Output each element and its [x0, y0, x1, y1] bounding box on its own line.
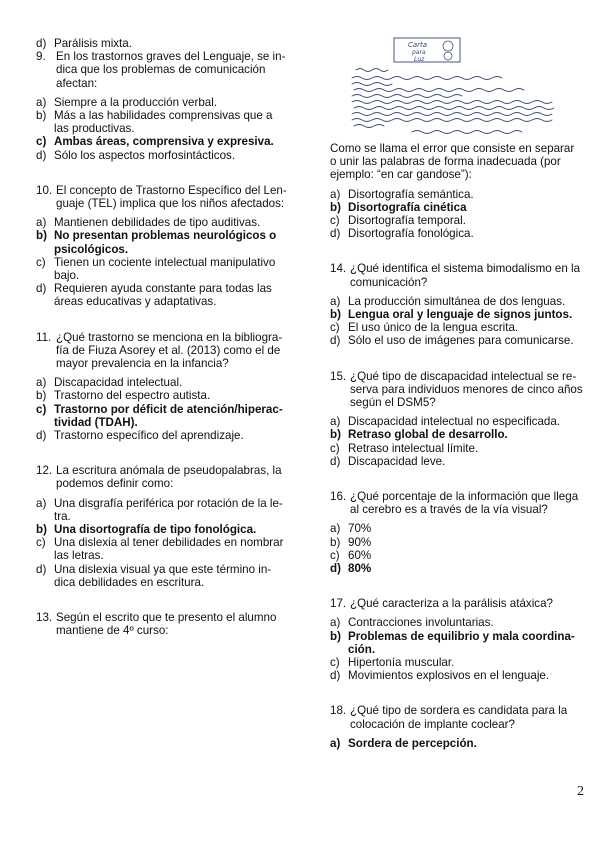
page-number: 2	[577, 784, 584, 799]
option-text: bajo.	[54, 269, 80, 282]
option-letter: d)	[36, 37, 47, 50]
option-text: Retraso intelectual límite.	[348, 441, 479, 455]
question-text: ejemplo: “en car gandose”):	[330, 168, 472, 182]
question-text: serva para individuos menores de cinco años	[350, 382, 583, 396]
option-text: áreas educativas y adaptativas.	[54, 295, 217, 309]
question-line	[330, 168, 472, 181]
option-text: dica debilidades en escritura.	[54, 575, 205, 589]
option-letter: d)	[330, 562, 341, 575]
question-text: La escritura anómala de pseudopalabras, la	[56, 464, 282, 478]
question-text: dica que los problemas de comunicación	[56, 63, 266, 77]
option-letter: a)	[330, 294, 341, 308]
option-text: Trastorno específico del aprendizaje.	[54, 429, 244, 442]
question-text: afectan:	[56, 76, 98, 90]
question-number: 16.	[330, 490, 347, 503]
option-letter: c)	[330, 441, 340, 455]
option-text: Requieren ayuda constante para todas las	[54, 282, 272, 296]
option-text: Una dislexia al tener debilidades en nombrar	[54, 536, 284, 550]
question-number: 17.	[330, 597, 347, 611]
option-text: No presentan problemas neurológicos o	[54, 229, 277, 243]
option-letter: a)	[330, 522, 341, 536]
option-text: 60%	[348, 548, 372, 562]
option-letter: a)	[36, 496, 47, 510]
option-text: Mantienen debilidades de tipo auditivas.	[54, 216, 261, 230]
option-text: 90%	[348, 535, 372, 549]
option-letter: d)	[36, 562, 47, 576]
option-letter: d)	[36, 148, 47, 162]
option-text: Una dislexia visual ya que este término in-	[54, 562, 272, 576]
option-letter: d)	[36, 282, 47, 296]
question-text: En los trastornos graves del Lenguaje, se in-	[56, 50, 286, 64]
option-letter: d)	[330, 227, 341, 241]
option-text: Una disgrafía periférica por rotación de la le-	[54, 496, 283, 510]
option-text: Contracciones involuntarias.	[348, 616, 494, 630]
option-letter: d)	[330, 454, 341, 468]
option-text: las letras.	[54, 549, 104, 563]
option-text: Más a las habilidades comprensivas que a	[54, 109, 273, 122]
option-text: Siempre a la producción verbal.	[54, 95, 218, 109]
option-letter: b)	[36, 523, 47, 536]
question-text: al cerebro es a través de la vía visual?	[350, 503, 548, 517]
option-text: Discapacidad intelectual.	[54, 376, 183, 390]
option-letter: b)	[330, 535, 341, 549]
option-letter: b)	[330, 629, 341, 643]
question-line	[330, 155, 561, 168]
option-letter: c)	[330, 321, 340, 335]
option-letter: a)	[36, 95, 47, 109]
question-text: ¿Qué caracteriza a la parálisis atáxica?	[350, 597, 553, 611]
question-text: ¿Qué trastorno se menciona en la bibliogra-	[56, 330, 283, 344]
option-letter: d)	[330, 334, 341, 348]
question-text: o unir las palabras de forma inadecuada (por	[330, 155, 561, 169]
question-number: 10.	[36, 183, 53, 197]
question-text: mayor prevalencia en la infancia?	[56, 357, 229, 370]
option-letter: b)	[36, 229, 47, 243]
option-text: Tienen un cociente intelectual manipulativo	[54, 255, 276, 269]
question-text: ¿Qué identifica el sistema bimodalismo en la	[350, 262, 581, 276]
option-letter: b)	[36, 389, 47, 403]
option-text: Disortografía fonológica.	[348, 227, 474, 241]
option-letter: c)	[36, 135, 47, 149]
option-text: Trastorno por déficit de atención/hiperac-	[54, 402, 283, 416]
option-text: Sordera de percepción.	[348, 736, 477, 750]
option-text: Discapacidad leve.	[348, 454, 446, 468]
option-text: Disortografía temporal.	[348, 214, 466, 227]
question-number: 15.	[330, 369, 347, 383]
option-text: Una disortografía de tipo fonológica.	[54, 523, 257, 536]
option-text: La producción simultánea de dos lenguas.	[348, 294, 566, 308]
option-text: tividad (TDAH).	[54, 415, 138, 429]
option-letter: b)	[330, 428, 341, 442]
question-text: ¿Qué tipo de discapacidad intelectual se re-	[350, 369, 577, 383]
question-text: Como se llama el error que consiste en separar	[330, 142, 575, 155]
option-text: tra.	[54, 509, 71, 523]
option-text: Disortografía cinética	[348, 200, 467, 214]
option-text: Sólo el uso de imágenes para comunicarse.	[348, 334, 574, 348]
option-text: Sólo los aspectos morfosintácticos.	[54, 148, 236, 162]
option-text: Movimientos explosivos en el lenguaje.	[348, 669, 550, 683]
question-text: ¿Qué tipo de sordera es candidata para la	[350, 704, 568, 718]
question-number: 13.	[36, 611, 53, 624]
hw-box-line-1: Carta	[408, 41, 428, 49]
question-text: Según el escrito que te presento el alumno	[56, 611, 277, 624]
option-text: las productivas.	[54, 122, 135, 136]
option-letter: c)	[330, 548, 340, 562]
option-text: psicológicos.	[54, 242, 129, 256]
option-text: El uso único de la lengua escrita.	[348, 321, 519, 335]
question-text: mantiene de 4º curso:	[56, 624, 169, 638]
question-text: podemos definir como:	[56, 477, 174, 491]
option-letter: a)	[330, 616, 341, 630]
question-text: El concepto de Trastorno Específico del Len-	[56, 183, 287, 197]
option-text: Retraso global de desarrollo.	[348, 428, 508, 442]
option-letter: c)	[330, 214, 340, 227]
option-letter: a)	[330, 415, 341, 429]
option-text: Ambas áreas, comprensiva y expresiva.	[54, 135, 274, 149]
question-text: comunicación?	[350, 275, 428, 289]
option-text: Trastorno del espectro autista.	[54, 389, 211, 403]
option-text: Hipertonía muscular.	[348, 656, 455, 669]
option-letter: b)	[36, 109, 47, 122]
option-text: Problemas de equilibrio y mala coordina-	[348, 629, 575, 643]
question-text: según el DSM5?	[350, 396, 436, 409]
question-line	[330, 142, 574, 155]
question-text: colocación de implante coclear?	[350, 717, 515, 731]
question-text: guaje (TEL) implica que los niños afectados:	[56, 197, 285, 210]
question-number: 12.	[36, 464, 53, 478]
option-letter: a)	[330, 187, 341, 201]
hw-box-line-3: Luz	[414, 56, 425, 63]
question-text: fía de Fiuza Asorey et al. (2013) como el de	[56, 343, 281, 357]
option-letter: a)	[36, 376, 47, 390]
option-letter: b)	[330, 200, 341, 214]
option-letter: b)	[330, 308, 341, 321]
question-number: 9.	[36, 50, 46, 64]
hw-box-line-2: para	[412, 49, 426, 56]
option-text: Parálisis mixta.	[54, 37, 132, 50]
option-letter: c)	[36, 255, 46, 269]
option-text: Lengua oral y lenguaje de signos juntos.	[348, 308, 573, 321]
option-text: ción.	[348, 642, 376, 656]
option-letter: c)	[36, 402, 47, 416]
option-text: 80%	[348, 562, 372, 575]
option-letter: c)	[36, 536, 46, 550]
option-text: 70%	[348, 522, 372, 536]
option-text: Disortografía semántica.	[348, 187, 474, 201]
question-text: ¿Qué porcentaje de la información que llega	[350, 490, 579, 503]
question-number: 11.	[36, 330, 52, 344]
option-text: Discapacidad intelectual no especificada.	[348, 415, 561, 429]
question-number: 14.	[330, 262, 347, 276]
option-letter: d)	[36, 429, 47, 442]
option-letter: d)	[330, 669, 341, 683]
option-letter: c)	[330, 656, 340, 669]
option-letter: a)	[36, 216, 47, 230]
handwriting-sample-image	[342, 32, 574, 140]
option-letter: a)	[330, 736, 341, 750]
question-number: 18.	[330, 704, 347, 718]
